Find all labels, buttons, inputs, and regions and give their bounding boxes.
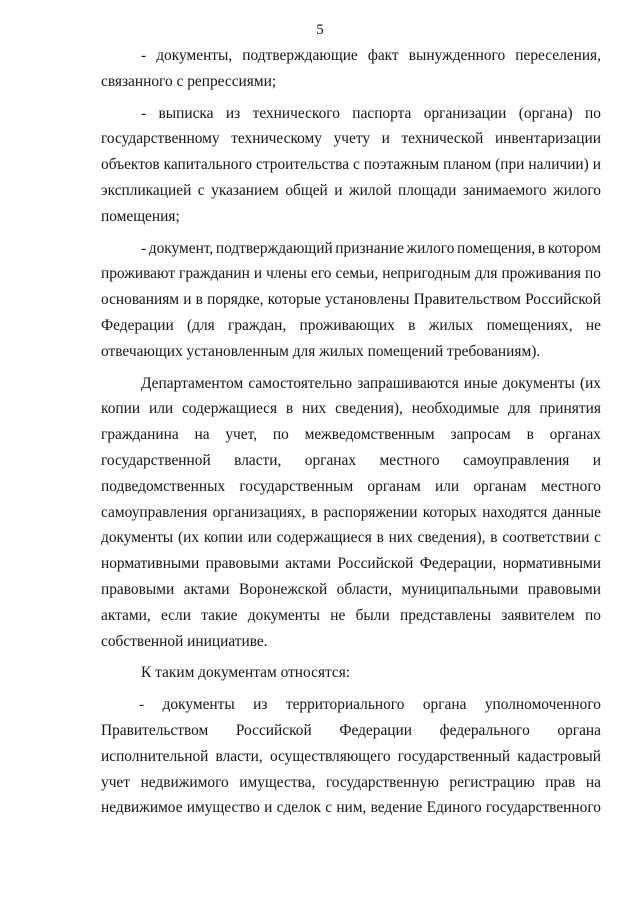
text-line: связанного с репрессиями; — [101, 72, 277, 90]
word: государственной — [101, 451, 211, 469]
word: по — [272, 426, 289, 444]
word: если — [160, 606, 191, 624]
word: Российской — [235, 721, 312, 739]
word: в — [285, 400, 294, 418]
word: - — [141, 47, 147, 64]
paragraph-unfit-housing — [101, 236, 601, 365]
word: в — [537, 239, 546, 257]
word: с — [325, 799, 333, 817]
word: не — [585, 316, 601, 334]
word: исполнительной — [101, 747, 209, 765]
word: жилого — [553, 181, 601, 199]
word: на — [194, 426, 210, 444]
word: них — [302, 400, 327, 418]
word: такие — [201, 606, 238, 624]
word: органа — [422, 696, 467, 714]
word: планом — [443, 156, 492, 174]
word: Федерации, — [419, 555, 497, 573]
word: Федерации — [101, 316, 174, 334]
word: федерального — [439, 721, 530, 739]
document-body — [101, 43, 601, 827]
word: которых — [422, 503, 477, 521]
word: документы — [502, 374, 575, 392]
word: признание — [335, 239, 404, 257]
word: (их — [579, 374, 601, 392]
word: соответствии — [502, 529, 590, 547]
word: органа — [557, 721, 601, 739]
word: и — [592, 451, 601, 469]
word: по — [585, 104, 601, 122]
word: паспорта — [352, 104, 412, 122]
text-line — [101, 261, 601, 287]
word: порядке, — [207, 291, 264, 309]
word: и — [264, 799, 273, 817]
word: жилых — [428, 316, 474, 334]
word: (органа) — [518, 104, 573, 122]
text-line — [101, 448, 601, 474]
word: переселения, — [515, 47, 601, 64]
word: Правительством — [413, 291, 521, 309]
word: жилого — [406, 239, 455, 257]
word: непригодным — [382, 265, 471, 283]
word: и — [592, 156, 601, 174]
word: для — [507, 400, 531, 418]
word: (их — [177, 529, 200, 547]
word: документы — [247, 606, 320, 624]
word: установлены — [325, 291, 410, 309]
text-line — [101, 577, 601, 603]
word: (для — [186, 316, 215, 334]
word: учет — [101, 773, 130, 791]
word: государственную — [325, 773, 439, 791]
word: из — [225, 104, 241, 122]
word: актами — [285, 555, 332, 573]
word: в — [195, 291, 203, 309]
word: и — [183, 291, 192, 309]
text-line — [101, 152, 601, 178]
word: которые — [267, 291, 321, 309]
text-line — [101, 178, 601, 204]
text-line — [101, 551, 601, 577]
word: актами, — [101, 606, 151, 624]
word: объектов — [101, 156, 160, 174]
word: самоуправления — [101, 503, 208, 521]
text-line — [101, 500, 601, 526]
word: - — [141, 104, 147, 122]
paragraph-technical-passport — [101, 101, 601, 230]
word: представлены — [399, 606, 492, 624]
word: государственного — [485, 799, 601, 817]
word: подтверждающие — [242, 47, 358, 64]
word: нормативными — [101, 555, 200, 573]
word: в — [490, 529, 498, 547]
word: находятся — [482, 503, 548, 521]
text-line — [101, 744, 601, 770]
text-line — [101, 236, 601, 262]
word: были — [355, 606, 390, 624]
word: - — [141, 239, 147, 257]
text-line — [101, 692, 601, 718]
word: учету — [333, 130, 371, 148]
word: Российской — [525, 291, 601, 309]
word: с — [197, 181, 205, 199]
word: по — [585, 265, 601, 283]
word: по — [584, 606, 601, 624]
text-line — [101, 422, 601, 448]
word: принятия — [539, 400, 601, 418]
word: документы — [101, 529, 174, 547]
word: органам — [367, 477, 421, 495]
word: не — [330, 606, 346, 624]
word: факт — [367, 47, 399, 64]
word: органах — [549, 426, 601, 444]
word: выписка — [158, 104, 214, 122]
word: области, — [336, 580, 392, 598]
text-line: К таким документам относятся: — [141, 664, 351, 682]
word: уполномоченного — [484, 696, 601, 714]
word: имущество — [186, 799, 260, 817]
word: них — [388, 529, 413, 547]
word: в — [408, 316, 416, 334]
word: власти, — [215, 747, 263, 765]
word: Правительством — [101, 721, 209, 739]
word: данные — [552, 503, 601, 521]
word: правовыми — [101, 580, 175, 598]
paragraph-documents-include — [101, 660, 601, 686]
paragraph-territorial-body-documents — [101, 692, 601, 821]
word: в — [376, 529, 384, 547]
word: Единого — [426, 799, 482, 817]
text-line — [101, 43, 601, 69]
word: актами — [183, 580, 230, 598]
word: жилой — [349, 181, 392, 199]
word: капитального — [163, 156, 253, 174]
word: самоуправления — [463, 451, 570, 469]
text-line: помещения; — [101, 207, 180, 225]
word: документы — [162, 696, 235, 714]
word: занимаемого — [462, 181, 547, 199]
word: наличии) — [528, 156, 589, 174]
word: гражданин — [179, 265, 250, 283]
word: недвижимого — [140, 773, 229, 791]
word: для — [474, 265, 498, 283]
word: члены — [266, 265, 308, 283]
word: проживают — [101, 265, 176, 283]
word: гражданина — [101, 426, 179, 444]
word: органах — [304, 451, 357, 469]
word: правовыми — [527, 580, 601, 598]
word: распоряжении — [323, 503, 418, 521]
word: территориального — [285, 696, 405, 714]
word: государственному — [101, 130, 220, 148]
word: необходимые — [411, 400, 500, 418]
word: Воронежской — [238, 580, 328, 598]
word: и — [253, 265, 263, 283]
word: граждан, — [228, 316, 287, 334]
paragraph-repression-documents — [101, 43, 601, 95]
word: документы, — [156, 47, 233, 64]
word: прав — [545, 773, 576, 791]
word: имущества, — [239, 773, 316, 791]
word: сведения), — [417, 529, 486, 547]
text-line — [101, 770, 601, 796]
word: содержащиеся — [181, 400, 278, 418]
word: органам — [473, 477, 527, 495]
word: нормативными — [502, 555, 601, 573]
text-line — [101, 287, 601, 313]
word: с — [594, 529, 601, 547]
text-line — [101, 795, 601, 821]
word: власти, — [234, 451, 282, 469]
word: Федерации — [339, 721, 412, 739]
text-line — [101, 313, 601, 339]
word: заявителем — [501, 606, 575, 624]
word: площади — [397, 181, 457, 199]
text-line — [101, 396, 601, 422]
word: подтверждающий — [215, 239, 333, 257]
word: проживающих — [299, 316, 395, 334]
word: или — [148, 400, 174, 418]
word: из — [253, 696, 268, 714]
word: инвентаризации — [494, 130, 601, 148]
text-line — [101, 525, 601, 551]
word: семьи, — [335, 265, 379, 283]
word: копии — [101, 400, 141, 418]
word: в — [526, 426, 534, 444]
word: запросам — [450, 426, 511, 444]
word: вынужденного — [408, 47, 506, 64]
text-line: отвечающих установленным для жилых помещений требованиям). — [101, 342, 541, 360]
word: местного — [540, 477, 601, 495]
word: ведение — [370, 799, 423, 817]
word: экспликацией — [101, 181, 192, 199]
word: технической — [401, 130, 484, 148]
word: его — [311, 265, 332, 283]
word: с — [353, 156, 360, 174]
word: строительства — [256, 156, 350, 174]
word: муниципальными — [401, 580, 519, 598]
text-line: собственной инициативе. — [101, 632, 268, 650]
word: проживания — [501, 265, 581, 283]
word: копии — [203, 529, 243, 547]
word: содержащиеся — [276, 529, 372, 547]
word: организации — [423, 104, 507, 122]
word: на — [585, 773, 601, 791]
word: подведомственных — [101, 477, 226, 495]
word: технического — [252, 104, 340, 122]
word: запрашиваются — [357, 374, 459, 392]
word: организациях, — [212, 503, 306, 521]
word: государственный — [397, 747, 511, 765]
word: техническому — [231, 130, 322, 148]
word: кадастровый — [517, 747, 601, 765]
word: государственным — [239, 477, 354, 495]
word: недвижимое — [101, 799, 183, 817]
word: котором — [547, 239, 601, 257]
word: поэтажным — [363, 156, 440, 174]
word: осуществляющего — [269, 747, 391, 765]
word: сведения), — [335, 400, 403, 418]
word: ним, — [336, 799, 367, 817]
word: или — [434, 477, 460, 495]
word: помещения, — [456, 239, 536, 257]
word: - — [139, 696, 145, 714]
word: межведомственным — [304, 426, 435, 444]
word: учет, — [225, 426, 258, 444]
word: или — [247, 529, 272, 547]
text-line — [101, 603, 601, 629]
word: иные — [463, 374, 498, 392]
word: Департаментом — [141, 374, 244, 392]
word: общей — [285, 181, 328, 199]
word: (при — [495, 156, 525, 174]
text-line — [101, 371, 601, 397]
word: регистрацию — [449, 773, 535, 791]
text-line — [101, 101, 601, 127]
word: местного — [379, 451, 440, 469]
page-number: 5 — [316, 22, 324, 38]
paragraph-department-requests — [101, 371, 601, 655]
word: и — [334, 181, 343, 199]
word: помещениях, — [486, 316, 573, 334]
word: Российской — [337, 555, 414, 573]
word: и — [381, 130, 390, 148]
text-line — [101, 474, 601, 500]
word: указанием — [211, 181, 279, 199]
word: правовыми — [205, 555, 279, 573]
word: документ, — [148, 239, 214, 257]
word: сделок — [276, 799, 321, 817]
word: самостоятельно — [248, 374, 353, 392]
word: основаниям — [101, 291, 180, 309]
text-line — [101, 718, 601, 744]
text-line — [101, 126, 601, 152]
word: в — [310, 503, 319, 521]
